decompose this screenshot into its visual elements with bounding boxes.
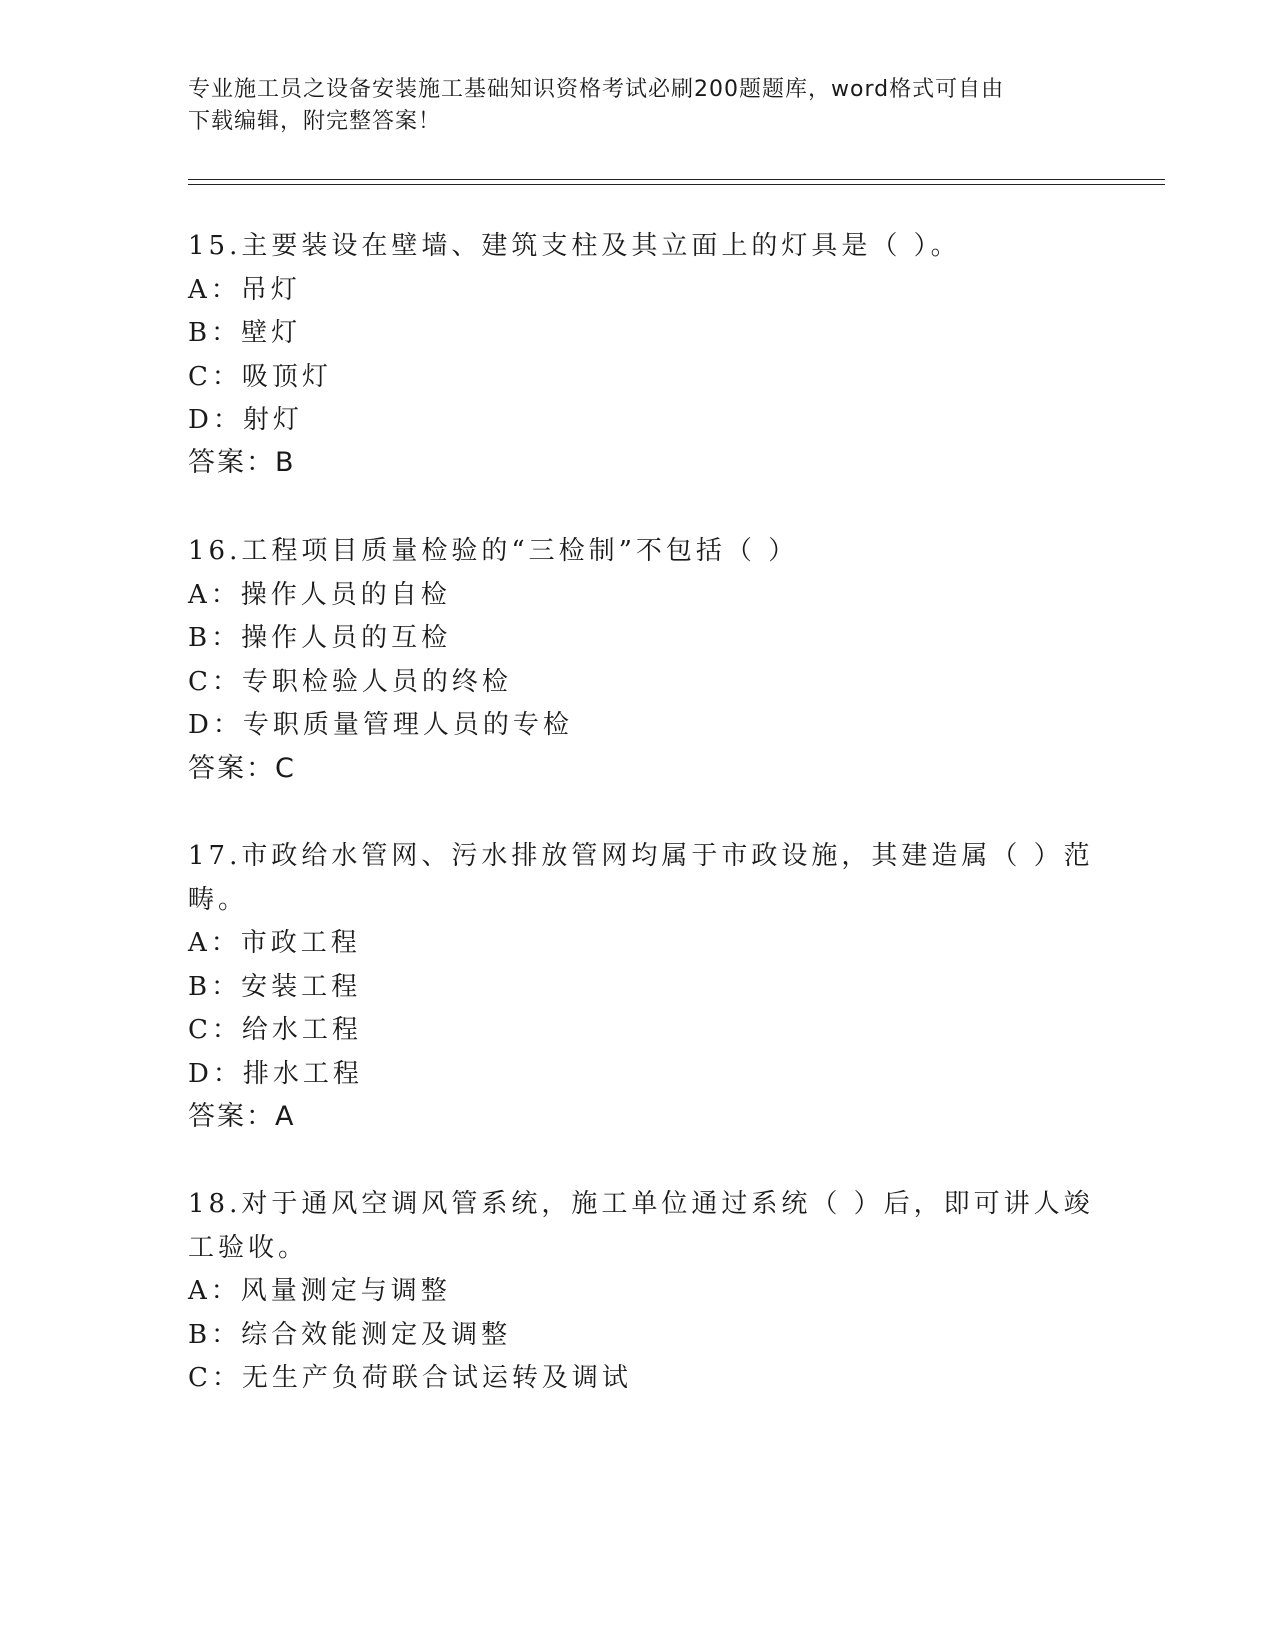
option-b: B：综合效能测定及调整 xyxy=(188,1320,512,1350)
document-header xyxy=(188,74,1088,138)
answer-label: 答案：C xyxy=(188,753,296,784)
option-c: C：专职检验人员的终检 xyxy=(188,667,512,697)
question-stem-line-1: 17.市政给水管网、污水排放管网均属于市政设施，其建造属（ ）范 xyxy=(188,841,1094,871)
option-c: C：吸顶灯 xyxy=(188,362,332,392)
option-a: A：操作人员的自检 xyxy=(188,580,451,610)
option-a: A：市政工程 xyxy=(188,928,361,958)
option-c: C：无生产负荷联合试运转及调试 xyxy=(188,1363,632,1393)
option-d: D：排水工程 xyxy=(188,1059,363,1089)
option-d: D：专职质量管理人员的专检 xyxy=(188,710,573,740)
option-d: D：射灯 xyxy=(188,405,303,435)
header-line-1: 专业施工员之设备安装施工基础知识资格考试必刷200题题库，word格式可自由 xyxy=(188,77,1005,102)
header-divider-top xyxy=(188,179,1165,180)
question-stem-line-2: 畴。 xyxy=(188,885,249,915)
question-stem-line-2: 工验收。 xyxy=(188,1233,309,1263)
header-divider-bottom xyxy=(188,184,1165,185)
header-line-2: 下载编辑，附完整答案！ xyxy=(188,109,442,134)
question-stem: 16.工程项目质量检验的“三检制”不包括（ ） xyxy=(188,536,799,566)
option-b: B：安装工程 xyxy=(188,972,362,1002)
option-a: A：风量测定与调整 xyxy=(188,1276,451,1306)
option-b: B：壁灯 xyxy=(188,318,302,348)
answer-label: 答案：B xyxy=(188,447,296,478)
option-b: B：操作人员的互检 xyxy=(188,623,452,653)
option-c: C：给水工程 xyxy=(188,1015,362,1045)
question-stem: 15.主要装设在壁墙、建筑支柱及其立面上的灯具是（ ）。 xyxy=(188,231,961,261)
answer-label: 答案：A xyxy=(188,1101,296,1132)
question-stem-line-1: 18.对于通风空调风管系统，施工单位通过系统（ ）后，即可讲人竣 xyxy=(188,1189,1094,1219)
option-a: A：吊灯 xyxy=(188,275,301,305)
